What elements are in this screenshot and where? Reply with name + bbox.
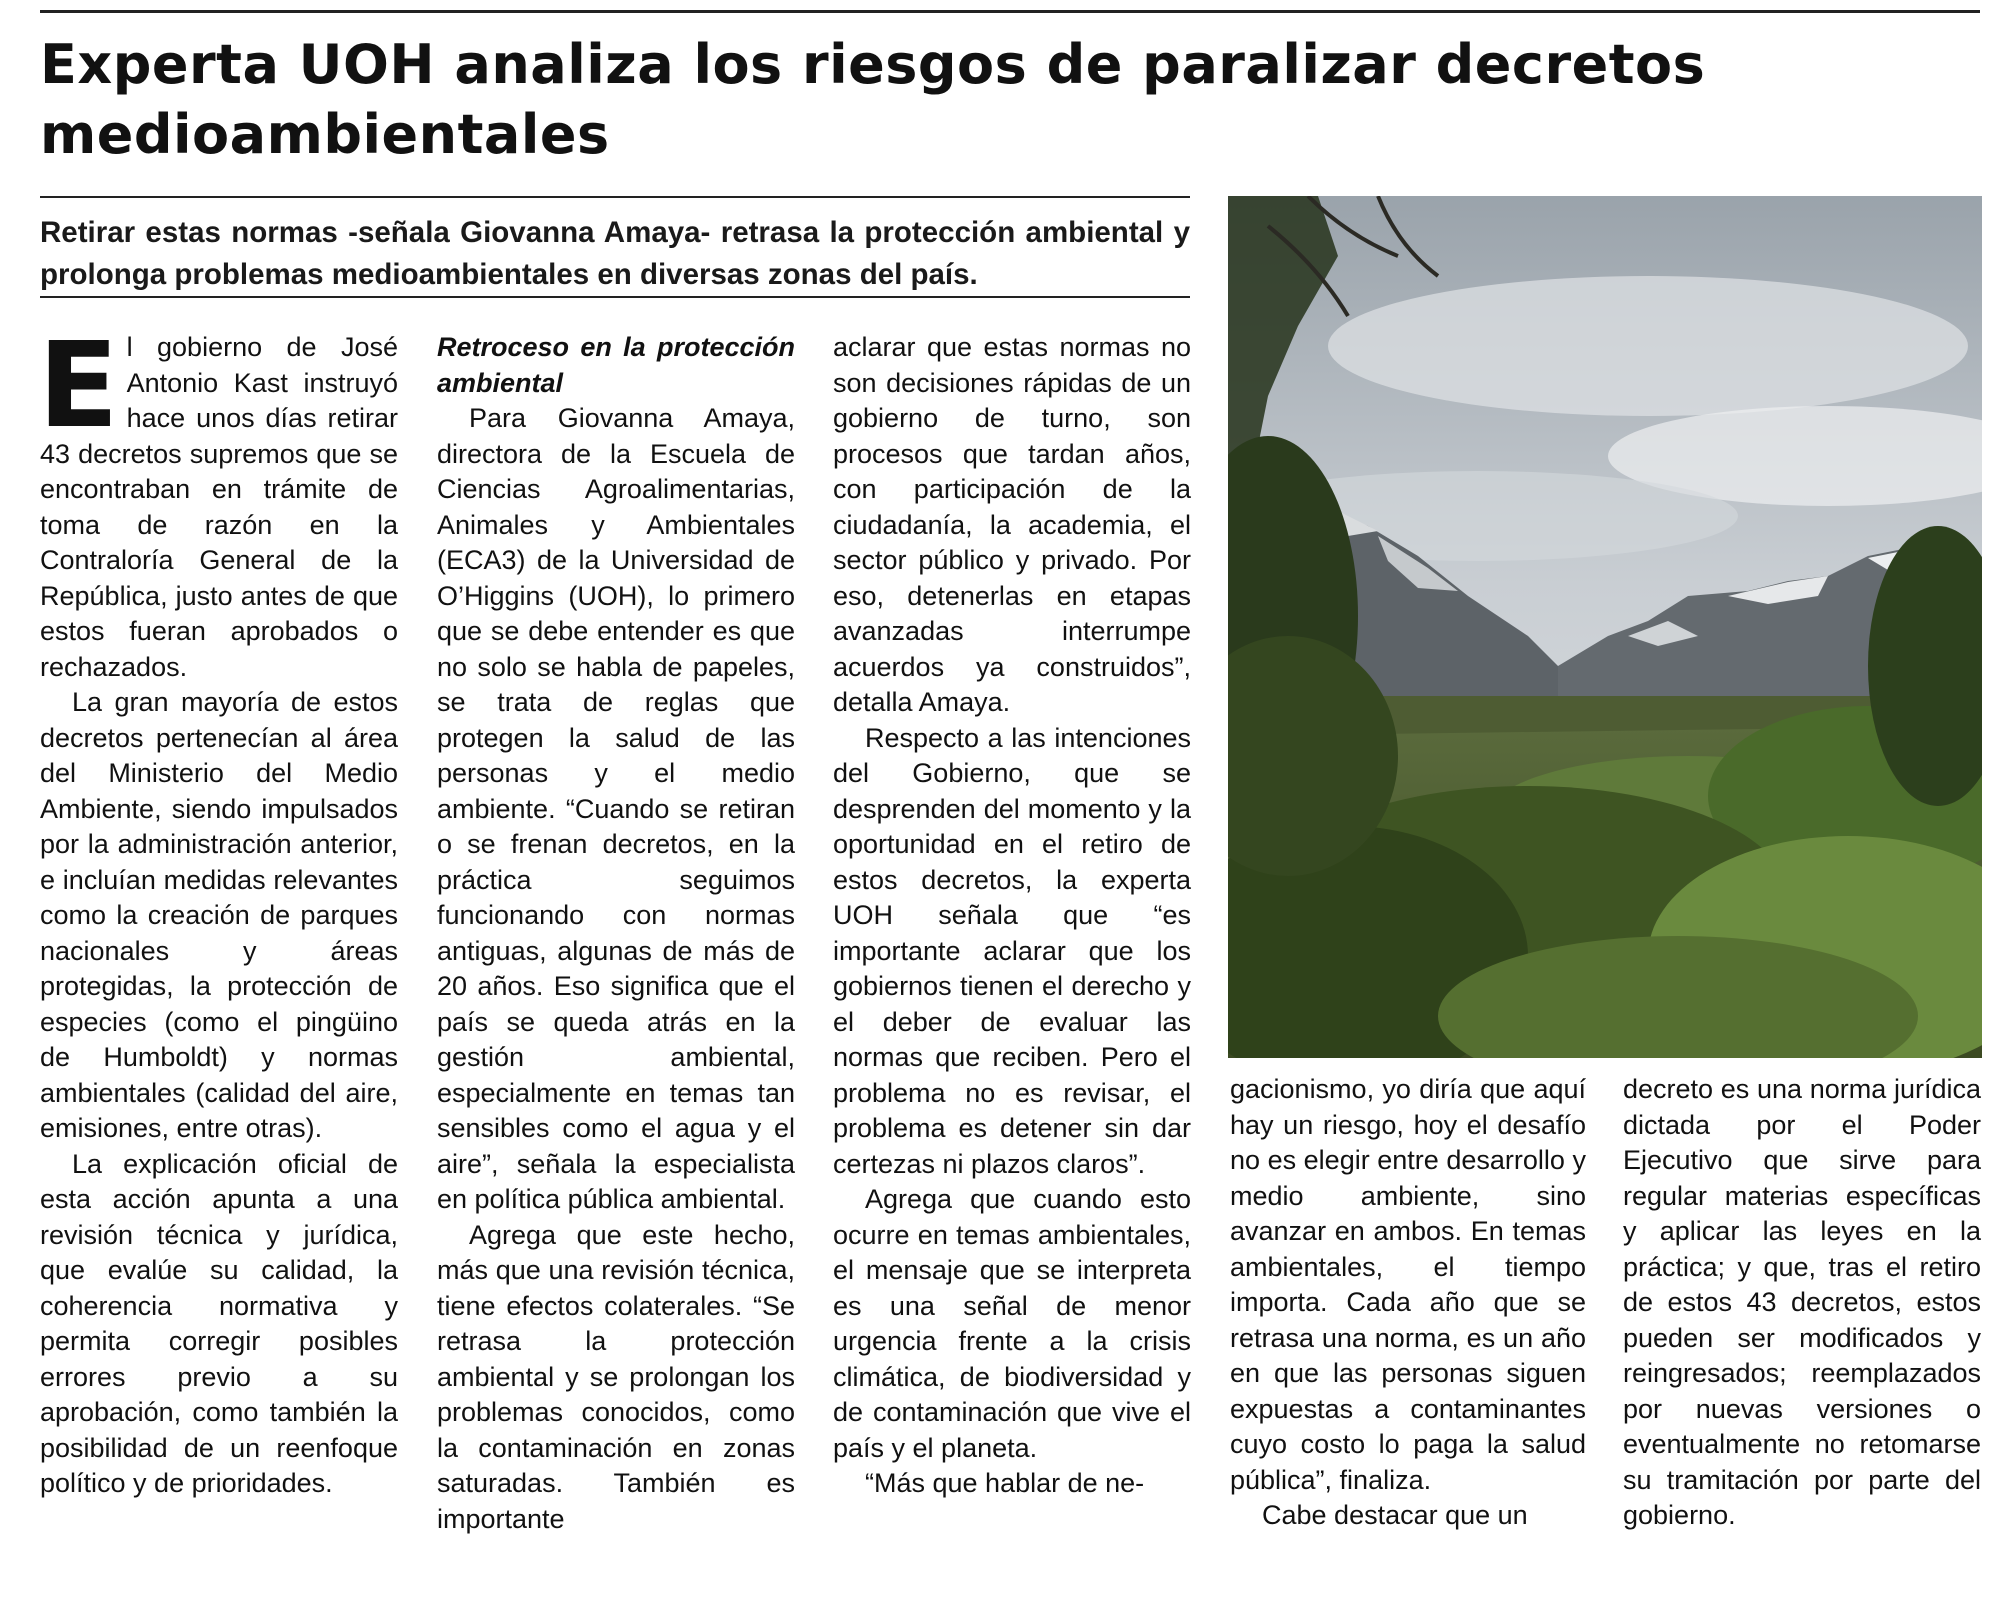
section-heading: Retroceso en la protección ambiental: [437, 332, 795, 398]
paragraph: Agrega que este hecho, más que una revisión técnica, tiene efectos colaterales. “Se retrasa la protección ambiental y se prolongan los problemas conocidos, como la contaminación en zonas saturadas. También es importante: [437, 1219, 795, 1534]
drop-cap: E: [38, 316, 119, 454]
landscape-photo: [1228, 196, 1982, 1058]
paragraph: La gran mayoría de estos decretos pertenecían al área del Ministerio del Medio Ambiente, siendo impulsados por la administración anterior, e incluían medidas relevantes como la creación de parques nacionales y áreas protegidas, la protección de especies (como el pingüino de Humboldt) y normas ambientales (calidad del aire, emisiones, entre otras).: [40, 687, 398, 1143]
headline: Experta UOH analiza los riesgos de paralizar decretos medioambientales: [40, 33, 1706, 166]
paragraph: Para Giovanna Amaya, directora de la Escuela de Ciencias Agroalimentarias, Animales y Ambientales (ECA3) de la Universidad de O’Higgins (UOH), lo primero que se debe entender es que no solo se habla de papeles, se trata de reglas que protegen la salud de las personas y el medio ambiente. “Cuando se retiran o se frenan decretos, en la práctica seguimos funcionando con normas antiguas, algunas de más de 20 años. Eso significa que el país se queda atrás en la gestión ambiental, especialmente en temas tan sensibles como el agua y el aire”, señala la especialista en política pública ambiental.: [437, 403, 795, 1214]
column-2: [437, 330, 795, 1580]
column-1: [38, 316, 398, 1580]
top-rule: [40, 10, 1980, 13]
subhead-rule-bottom: [40, 296, 1190, 298]
subhead-rule-top: [40, 196, 1190, 198]
paragraph: La explicación oficial de esta acción apunta a una revisión técnica y jurídica, que evalúe su calidad, la coherencia normativa y permita corregir posibles errores previo a su aprobación, como también la posibilidad de un reenfoque político y de prioridades.: [40, 1148, 398, 1498]
paragraph: Cabe destacar que un: [1262, 1500, 1528, 1530]
paragraph: decreto es una norma jurídica dictada por el Poder Ejecutivo que sirve para regular materias específicas y aplicar las leyes en la práctica; y que, tras el retiro de estos 43 decretos, estos pueden ser modificados y reingresados; reemplazados por nuevas versiones o eventualmente no retomarse su tramitación por parte del gobierno.: [1623, 1074, 1981, 1530]
paragraph: [38, 316, 398, 685]
paragraph: Respecto a las intenciones del Gobierno, que se desprenden del momento y la oportunidad en el retiro de estos decretos, la experta UOH señala que “es importante aclarar que los gobiernos tienen el derecho y el deber de evaluar las normas que reciben. Pero el problema no es revisar, el problema es detener sin dar certezas ni plazos claros”.: [833, 722, 1191, 1179]
column-4: [1230, 1072, 1586, 1582]
column-3: [833, 330, 1191, 1580]
paragraph: “Más que hablar de ne-: [865, 1468, 1145, 1498]
subheadline: Retirar estas normas -señala Giovanna Amaya- retrasa la protección ambiental y prolonga problemas medioambientales en diversas zonas del país.: [40, 216, 1190, 291]
column-5: [1623, 1072, 1981, 1582]
paragraph: aclarar que estas normas no son decisiones rápidas de un gobierno de turno, son procesos que tardan años, con participación de la ciudadanía, la academia, el sector público y privado. Por eso, detenerlas en etapas avanzadas interrumpe acuerdos ya construidos”, detalla Amaya.: [833, 332, 1191, 717]
paragraph: gacionismo, yo diría que aquí hay un riesgo, hoy el desafío no es elegir entre desarrollo y medio ambiente, sino avanzar en ambos. En temas ambientales, el tiempo importa. Cada año que se retrasa una norma, es un año en que las personas siguen expuestas a contaminantes cuyo costo lo paga la salud pública”, finaliza.: [1230, 1074, 1586, 1495]
paragraph-text: l gobierno de José Antonio Kast instruyó hace unos días retirar 43 decretos supremos que se encontraban en trámite de toma de razón en la Contraloría General de la República, justo antes de que estos fueran aprobados o rechazados.: [40, 332, 398, 682]
paragraph: Agrega que cuando esto ocurre en temas ambientales, el mensaje que se interpreta es una señal de menor urgencia frente a la crisis climática, de biodiversidad y de contaminación que vive el país y el planeta.: [833, 1184, 1191, 1463]
